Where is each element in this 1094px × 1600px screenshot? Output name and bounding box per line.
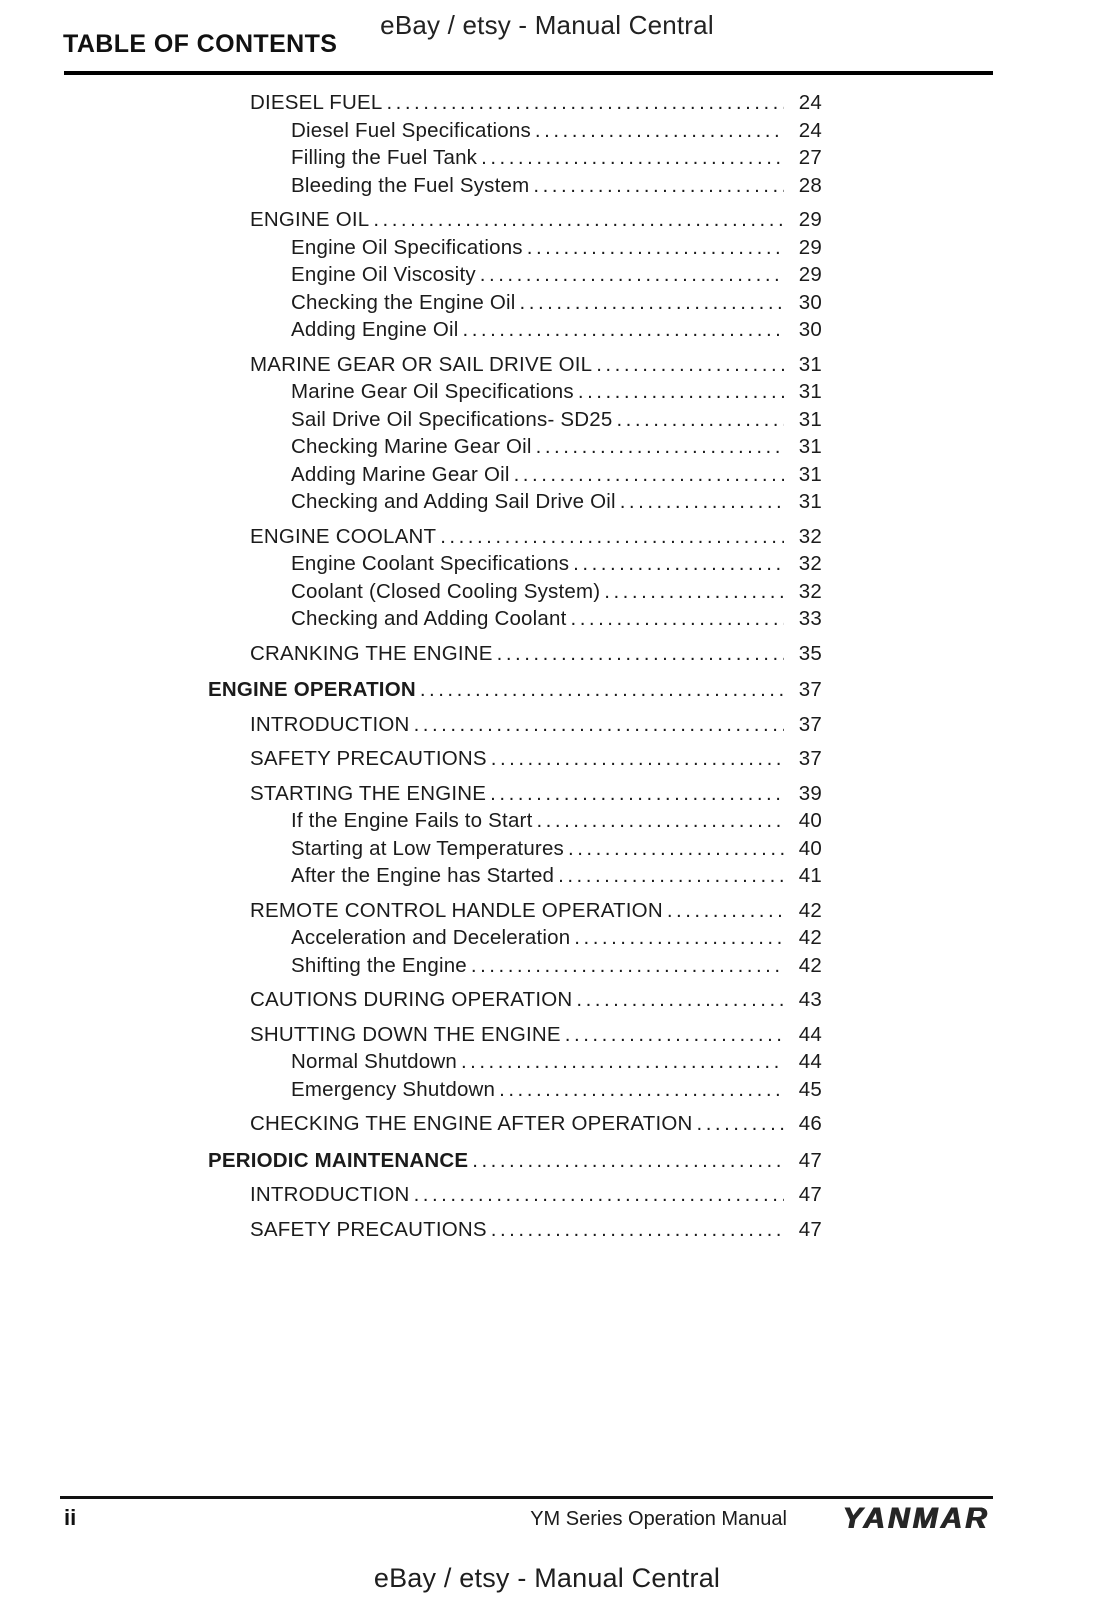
- toc-entry: [208, 378, 822, 406]
- toc-entry: [208, 172, 822, 200]
- toc-entry-label: Starting at Low Temperatures: [291, 836, 565, 860]
- toc-entry: [208, 578, 822, 606]
- toc-entry-page: 39: [798, 781, 822, 805]
- toc-entry-label: Adding Marine Gear Oil: [291, 462, 510, 486]
- toc-entry: [208, 488, 822, 516]
- toc-entry-page: 28: [798, 173, 822, 197]
- toc-entry-label: Filling the Fuel Tank: [291, 146, 478, 169]
- dot-leader: [596, 351, 784, 379]
- toc-entry-page: 31: [798, 462, 822, 486]
- page-number: ii: [64, 1505, 77, 1530]
- dot-leader: [514, 461, 784, 489]
- toc-entry: [208, 206, 822, 234]
- toc-entry-page: 42: [798, 926, 822, 949]
- toc-entry-label: SAFETY PRECAUTIONS: [250, 1217, 487, 1241]
- dot-leader: [527, 234, 784, 262]
- toc-entry-page: 43: [798, 988, 822, 1011]
- toc-entry-page: 37: [798, 747, 822, 770]
- dot-leader: [536, 433, 784, 461]
- dot-leader: [667, 897, 784, 925]
- toc-entry-page: 32: [798, 552, 822, 575]
- toc-entry: [208, 1216, 822, 1244]
- toc-entry: [208, 1147, 822, 1175]
- toc-entry-label: REMOTE CONTROL HANDLE OPERATION: [250, 898, 663, 922]
- dot-leader: [491, 745, 784, 773]
- dot-leader: [604, 578, 784, 606]
- toc-entry-page: 35: [798, 641, 822, 665]
- toc-entry-page: 31: [798, 435, 822, 458]
- footer: [0, 1500, 1094, 1540]
- toc-entry-label: Emergency Shutdown: [291, 1077, 496, 1101]
- toc-entry-page: 44: [798, 1022, 822, 1046]
- toc-entry: [208, 780, 822, 808]
- dot-leader: [481, 144, 784, 172]
- toc-entry-label: CRANKING THE ENGINE: [250, 641, 493, 665]
- toc-entry: [208, 550, 822, 578]
- dot-leader: [697, 1110, 785, 1138]
- toc-entry-page: 42: [798, 953, 822, 977]
- toc-entry-page: 47: [798, 1148, 822, 1172]
- toc-entry: [208, 289, 822, 317]
- toc-entry-label: MARINE GEAR OR SAIL DRIVE OIL: [250, 352, 593, 376]
- toc-entry-label: INTRODUCTION: [250, 712, 410, 736]
- toc-entry-label: If the Engine Fails to Start: [291, 809, 533, 832]
- toc-entry-label: SAFETY PRECAUTIONS: [250, 747, 487, 770]
- toc-entry-label: SHUTTING DOWN THE ENGINE: [250, 1022, 561, 1046]
- toc-entry: [208, 234, 822, 262]
- dot-leader: [535, 117, 784, 145]
- toc-entry: [208, 862, 822, 890]
- toc-entry-page: 29: [798, 208, 822, 231]
- toc-entry-page: 46: [798, 1112, 822, 1135]
- toc-entry: [208, 316, 822, 344]
- toc-entry: [208, 433, 822, 461]
- toc-entry-page: 37: [798, 712, 822, 736]
- dot-leader: [472, 1147, 784, 1175]
- dot-leader: [414, 1181, 784, 1209]
- toc-entry-page: 47: [798, 1217, 822, 1241]
- toc-entry: [208, 461, 822, 489]
- toc-entry-label: ENGINE OPERATION: [208, 678, 416, 701]
- toc-entry: [208, 745, 822, 773]
- toc-entry-page: 29: [798, 263, 822, 286]
- toc-entry-page: 42: [798, 898, 822, 922]
- toc-entry-page: 30: [798, 290, 822, 314]
- dot-leader: [620, 488, 784, 516]
- toc-entry-page: 40: [798, 809, 822, 832]
- toc-entry: [208, 986, 822, 1014]
- dot-leader: [461, 1048, 784, 1076]
- toc-entry: [208, 1021, 822, 1049]
- toc-entry: [208, 1076, 822, 1104]
- manual-name: YM Series Operation Manual: [530, 1508, 787, 1530]
- toc-entry: [208, 640, 822, 668]
- toc-entry-page: 33: [798, 607, 822, 630]
- toc-entry-page: 31: [798, 380, 822, 403]
- yanmar-logo: YANMAR: [842, 1502, 990, 1535]
- toc-entry-label: Checking Marine Gear Oil: [291, 435, 532, 458]
- dot-leader: [574, 924, 784, 952]
- dot-leader: [463, 316, 784, 344]
- toc-entry: [208, 144, 822, 172]
- dot-leader: [568, 835, 784, 863]
- toc-entry: [208, 676, 822, 704]
- toc-entry-page: 47: [798, 1183, 822, 1206]
- dot-leader: [420, 676, 784, 704]
- toc-entry-label: STARTING THE ENGINE: [250, 781, 487, 805]
- toc-entry: [208, 952, 822, 980]
- page-title: TABLE OF CONTENTS: [63, 30, 338, 58]
- toc-entry-label: DIESEL FUEL: [250, 91, 383, 114]
- dot-leader: [533, 172, 784, 200]
- dot-leader: [536, 807, 784, 835]
- toc-entry-label: Coolant (Closed Cooling System): [291, 579, 601, 603]
- toc-entry: [208, 523, 822, 551]
- toc-entry-label: CHECKING THE ENGINE AFTER OPERATION: [250, 1112, 693, 1135]
- toc-entry-page: 27: [798, 146, 822, 169]
- dot-leader: [440, 523, 784, 551]
- toc-entry-page: 45: [798, 1077, 822, 1101]
- toc-entry-page: 32: [798, 579, 822, 603]
- toc-entry: [208, 406, 822, 434]
- dot-leader: [616, 406, 784, 434]
- dot-leader: [520, 289, 784, 317]
- toc-entry-page: 44: [798, 1050, 822, 1073]
- toc-entry: [208, 897, 822, 925]
- toc-entry-label: Engine Oil Viscosity: [291, 263, 476, 286]
- toc-entry-page: 31: [798, 407, 822, 431]
- toc-entry-label: CAUTIONS DURING OPERATION: [250, 988, 573, 1011]
- toc-entry-page: 31: [798, 490, 822, 513]
- toc-list: [208, 82, 822, 1243]
- watermark-top: eBay / etsy - Manual Central: [380, 10, 714, 40]
- toc-entry-label: INTRODUCTION: [250, 1183, 410, 1206]
- toc-entry: [208, 1048, 822, 1076]
- dot-leader: [414, 711, 784, 739]
- toc-entry-label: After the Engine has Started: [291, 864, 555, 887]
- toc-entry-page: 41: [798, 864, 822, 887]
- toc-entry: [208, 261, 822, 289]
- toc-entry-label: ENGINE COOLANT: [250, 524, 437, 548]
- toc-entry-page: 32: [798, 524, 822, 548]
- dot-leader: [565, 1021, 784, 1049]
- toc-entry-label: Normal Shutdown: [291, 1050, 457, 1073]
- dot-leader: [571, 605, 784, 633]
- toc-entry-label: Checking and Adding Sail Drive Oil: [291, 490, 616, 513]
- watermark-bottom: eBay / etsy - Manual Central: [373, 1563, 721, 1593]
- toc-entry-label: Checking the Engine Oil: [291, 290, 516, 314]
- dot-leader: [490, 780, 784, 808]
- dot-leader: [576, 986, 784, 1014]
- toc-entry: [208, 711, 822, 739]
- toc-entry-page: 40: [798, 836, 822, 860]
- dot-leader: [471, 952, 784, 980]
- dot-leader: [573, 550, 784, 578]
- dot-leader: [497, 640, 784, 668]
- toc-entry-label: Engine Oil Specifications: [291, 235, 523, 259]
- toc-entry: [208, 117, 822, 145]
- toc-entry-page: 37: [798, 678, 822, 701]
- dot-leader: [578, 378, 784, 406]
- dot-leader: [499, 1076, 784, 1104]
- toc-entry-label: Sail Drive Oil Specifications- SD25: [291, 407, 613, 431]
- toc-entry-label: Marine Gear Oil Specifications: [291, 380, 574, 403]
- toc-entry: [208, 807, 822, 835]
- toc-entry: [208, 835, 822, 863]
- toc-entry: [208, 351, 822, 379]
- toc-entry-label: Bleeding the Fuel System: [291, 173, 530, 197]
- title-rule: [64, 71, 993, 75]
- toc-entry-page: 29: [798, 235, 822, 259]
- toc-entry: [208, 1181, 822, 1209]
- toc-entry-label: Acceleration and Deceleration: [291, 926, 571, 949]
- toc-entry-label: ENGINE OIL: [250, 208, 370, 231]
- toc-entry-label: PERIODIC MAINTENANCE: [208, 1148, 469, 1172]
- toc-entry-page: 24: [798, 91, 822, 114]
- dot-leader: [491, 1216, 784, 1244]
- toc-entry-page: 31: [798, 352, 822, 376]
- dot-leader: [373, 206, 784, 234]
- toc-entry-label: Diesel Fuel Specifications: [291, 118, 531, 142]
- toc-entry: [208, 924, 822, 952]
- toc-entry-label: Shifting the Engine: [291, 953, 467, 977]
- toc-entry-label: Adding Engine Oil: [291, 318, 459, 341]
- toc-entry: [208, 1110, 822, 1138]
- toc-entry: [208, 89, 822, 117]
- toc-entry-page: 30: [798, 318, 822, 341]
- dot-leader: [558, 862, 784, 890]
- toc-entry-label: Checking and Adding Coolant: [291, 607, 567, 630]
- footer-rule: [60, 1496, 993, 1499]
- toc-entry-label: Engine Coolant Specifications: [291, 552, 570, 575]
- dot-leader: [480, 261, 784, 289]
- toc-entry-page: 24: [798, 118, 822, 142]
- dot-leader: [386, 89, 784, 117]
- toc-entry: [208, 605, 822, 633]
